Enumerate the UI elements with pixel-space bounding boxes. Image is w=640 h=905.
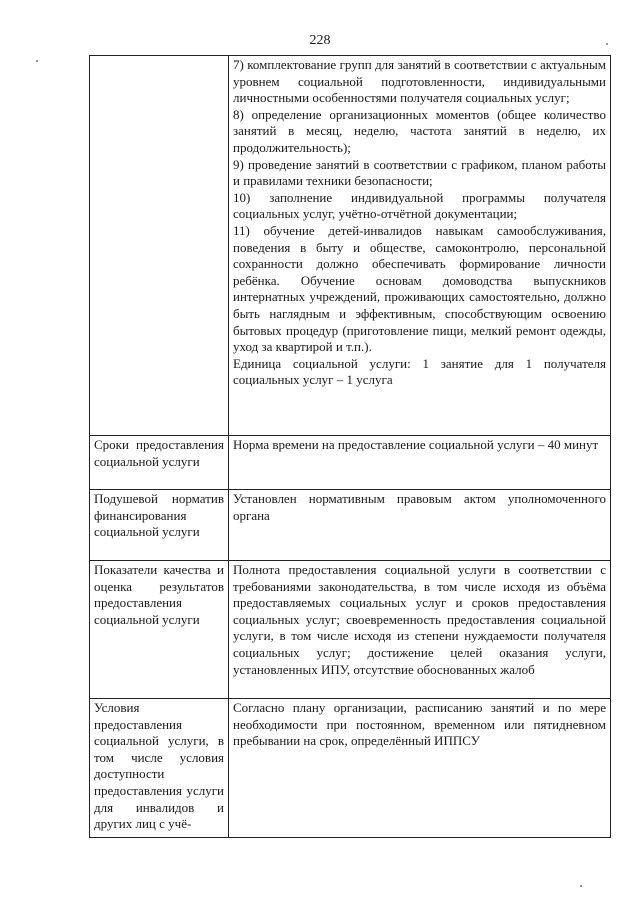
table-row bbox=[90, 490, 611, 561]
paragraph: Согласно плану организации, расписанию занятий и по мере необходимости при постоянном, временном или пятидневном пребывании на срок, определённый ИППСУ bbox=[233, 700, 606, 749]
scan-speck bbox=[606, 43, 608, 45]
paragraph: Полнота предоставления социальной услуги в соответствии с требованиями законодательства, в том числе исходя из объёма предоставляемых социальных услуг и сроков предоставления социальных услуг; своевременность предоставления социальной услуги, в том числе исходя из степени нуждаемости получателя социальных услуг; достижение целей оказания услуги, установленных ИПУ, отсутствие обоснованных жалоб bbox=[233, 562, 606, 677]
row-content bbox=[229, 490, 611, 561]
paragraph: Норма времени на предоставление социальной услуги – 40 минут bbox=[233, 437, 599, 452]
paragraph: 8) определение организационных моментов (общее количество занятий в месяц, неделю, частота занятий в неделю, их продолжительность); bbox=[233, 106, 606, 155]
row-content bbox=[229, 561, 611, 699]
paragraph: 11) обучение детей-инвалидов навыкам самообслуживания, поведения в быту и обществе, самоконтролю, персональной сохранности должно обеспечивать формирование личности ребёнка. Обучение основам домоводства выпускников интернатных учреждений, проживающих самостоятельно, должно быть наглядным и эффективным, способствующим освоению бытовых процедур (приготовление пищи, мелкий ремонт одежды, уход за квартирой и т.п.). bbox=[233, 222, 606, 355]
row-label: Условия предоставления социальной услуги, в том числе условия доступности предоставления услуги для инвалидов и других лиц с учё- bbox=[90, 699, 229, 838]
table-row bbox=[90, 561, 611, 699]
row-content bbox=[229, 699, 611, 838]
page-number: 228 bbox=[309, 33, 331, 48]
row-label: Подушевой норматив финансирования социальной услуги bbox=[90, 490, 229, 561]
paragraph: 7) комплектование групп для занятий в соответствии с актуальным уровнем социальной подготовленности, индивидуальными личностными особенностями получателя социальных услуг; bbox=[233, 57, 606, 106]
row-content bbox=[229, 436, 611, 490]
scan-speck bbox=[580, 885, 582, 887]
scan-speck bbox=[36, 60, 38, 62]
row-label: Сроки предоставления социальной услуги bbox=[90, 436, 229, 490]
table-row bbox=[90, 436, 611, 490]
services-table bbox=[89, 55, 611, 838]
paragraph: 10) заполнение индивидуальной программы получателя социальных услуг, учётно-отчётной документации; bbox=[233, 189, 606, 222]
table-row bbox=[90, 56, 611, 436]
row-content bbox=[229, 56, 611, 436]
paragraph: 9) проведение занятий в соответствии с графиком, планом работы и правилами техники безопасности; bbox=[233, 156, 606, 189]
paragraph: Установлен нормативным правовым актом уполномоченного органа bbox=[233, 491, 606, 523]
table-row bbox=[90, 699, 611, 838]
row-label bbox=[90, 56, 229, 436]
row-label: Показатели качества и оценка результатов предоставления социальной услуги bbox=[90, 561, 229, 699]
paragraph: Единица социальной услуги: 1 занятие для 1 получателя социальных услуг – 1 услуга bbox=[233, 355, 606, 388]
